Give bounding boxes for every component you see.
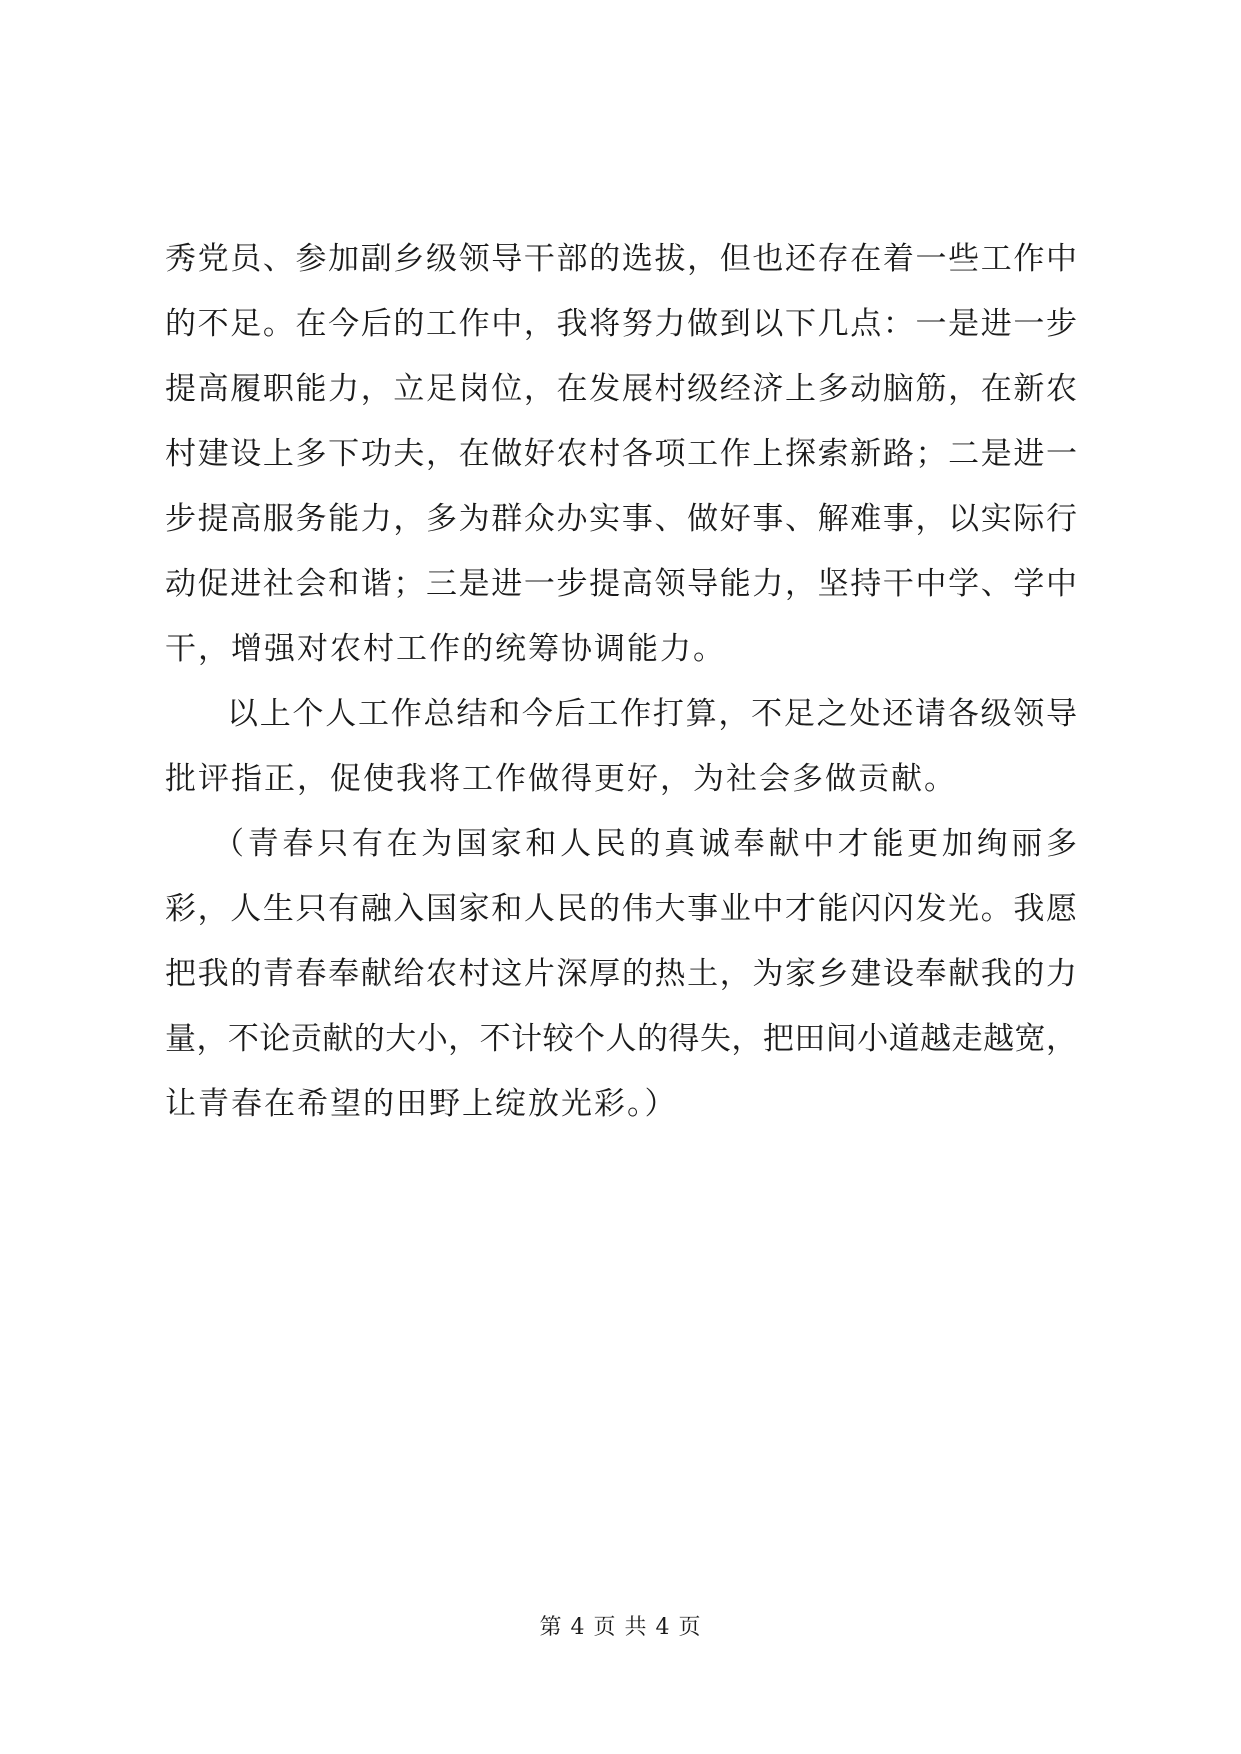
- text-line: 让青春在希望的田野上绽放光彩。）: [165, 1086, 678, 1122]
- text-line: 彩，人生只有融入国家和人民的伟大事业中才能闪闪发光。我愿: [165, 891, 1077, 927]
- text-line: 秀党员、参加副乡级领导干部的选拔，但也还存在着一些工作中: [165, 241, 1077, 277]
- document-body: [165, 227, 1077, 1137]
- text-line: 量，不论贡献的大小，不计较个人的得失，把田间小道越走越宽，: [165, 1021, 1077, 1057]
- text-line: 以上个人工作总结和今后工作打算，不足之处还请各级领导: [227, 696, 1077, 732]
- text-line: 批评指正，促使我将工作做得更好，为社会多做贡献。: [165, 761, 957, 797]
- text-line: 把我的青春奉献给农村这片深厚的热土，为家乡建设奉献我的力: [165, 956, 1077, 992]
- text-line: 的不足。在今后的工作中，我将努力做到以下几点：一是进一步: [165, 306, 1077, 342]
- text-line: 村建设上多下功夫，在做好农村各项工作上探索新路；二是进一: [165, 436, 1077, 472]
- text-line: 干，增强对农村工作的统筹协调能力。: [165, 631, 726, 667]
- text-line: 步提高服务能力，多为群众办实事、做好事、解难事，以实际行: [165, 501, 1077, 537]
- page-number-footer: 第 4 页 共 4 页: [539, 1615, 702, 1640]
- text-line: （青春只有在为国家和人民的真诚奉献中才能更加绚丽多: [213, 826, 1077, 862]
- text-line: 动促进社会和谐；三是进一步提高领导能力，坚持干中学、学中: [165, 566, 1077, 602]
- text-line: 提高履职能力，立足岗位，在发展村级经济上多动脑筋，在新农: [165, 371, 1077, 407]
